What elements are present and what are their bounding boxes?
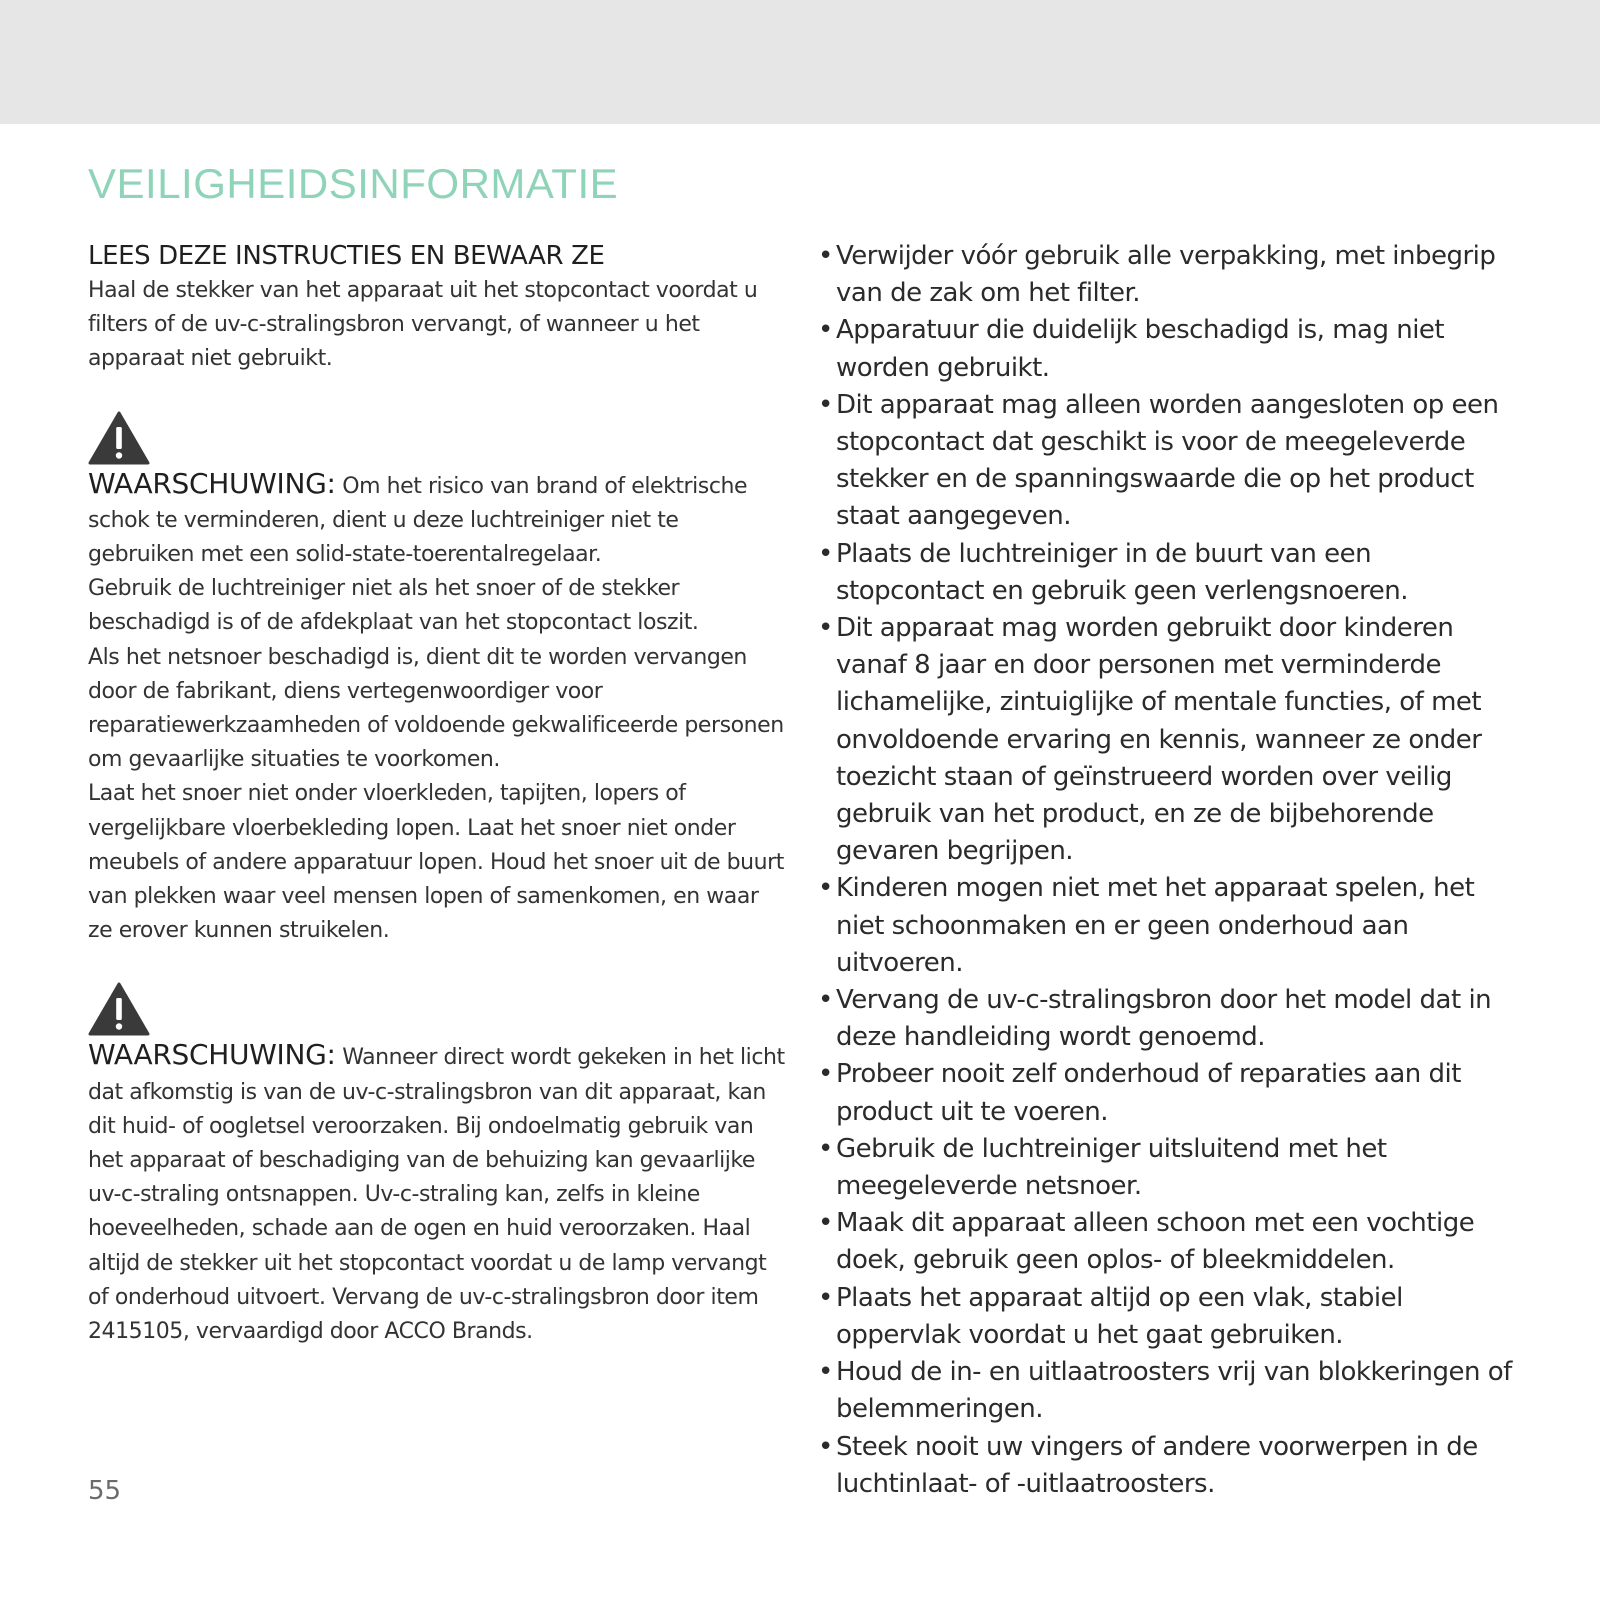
list-item [818,610,1518,870]
list-item [818,387,1518,536]
bullet-dot: • [818,873,833,904]
list-item [818,1280,1518,1354]
list-item [818,312,1518,386]
list-item [818,1354,1518,1428]
warning-1-paragraph: Laat het snoer niet onder vloerkleden, tapijten, lopers of vergelijkbare vloerbekleding lopen. Laat het snoer niet onder meubels of andere apparatuur lopen. Houd het snoer uit de buurt van plekken waar veel mensen lopen of samenkomen, en waar ze erover kunnen struikelen. [88,781,784,944]
bullet-dot: • [818,1133,833,1164]
intro-paragraph: Haal de stekker van het apparaat uit het stopcontact voordat u filters of de uv-c-stralingsbron vervangt, of wanneer u het apparaat niet gebruikt. [88,278,758,372]
warning-2-text-block [88,1038,788,1349]
bullet-dot: • [818,389,833,420]
list-item [818,982,1518,1056]
bullet-text: Dit apparaat mag worden gebruikt door kinderen vanaf 8 jaar en door personen met verminderde lichamelijke, zintuiglijke of mentale functies, of met onvoldoende ervaring en kennis, wanneer ze onder toezicht staan of geïnstrueerd worden over veilig gebruik van het product, en ze de bijbehorende gevaren begrijpen. [836,613,1482,867]
bullet-text: Steek nooit uw vingers of andere voorwerpen in de luchtinlaat- of -uitlaatroosters. [836,1431,1478,1499]
page-number: 55 [88,1476,122,1506]
page-title: VEILIGHEIDSINFORMATIE [88,160,619,207]
bullet-text: Probeer nooit zelf onderhoud of reparaties aan dit product uit te voeren. [836,1059,1461,1127]
warning-1-label: WAARSCHUWING: [88,466,336,500]
warning-block-2 [88,982,788,1349]
bullet-text: Apparatuur die duidelijk beschadigd is, mag niet worden gebruikt. [836,315,1445,383]
bullet-text: Dit apparaat mag alleen worden aangesloten op een stopcontact dat geschikt is voor de meegeleverde stekker en de spanningswaarde die op het product staat aangegeven. [836,389,1499,532]
warning-1-lead [88,467,788,573]
bullet-text: Gebruik de luchtreiniger uitsluitend met het meegeleverde netsnoer. [836,1133,1387,1202]
warning-2-lead [88,1038,788,1349]
bullet-dot: • [818,613,833,644]
list-item [818,1056,1518,1130]
bullet-dot: • [818,241,833,271]
bullet-dot: • [818,1208,833,1239]
right-column [818,238,1518,1503]
bullet-dot: • [818,1282,833,1313]
list-item [818,1131,1518,1205]
list-item [818,1205,1518,1279]
bullet-dot: • [818,985,833,1016]
bullet-dot: • [818,1431,833,1462]
bullet-text: Maak dit apparaat alleen schoon met een vochtige doek, gebruik geen oplos- of bleekmiddelen. [836,1208,1475,1276]
left-column [88,238,788,1349]
warning-1-paragraph: Gebruik de luchtreiniger niet als het snoer of de stekker beschadigd is of de afdekplaat van het stopcontact loszit. [88,576,699,636]
list-item [818,870,1518,982]
warning-triangle-icon [88,411,150,465]
bullet-text: Vervang de uv-c-stralingsbron door het model dat in deze handleiding wordt genoemd. [836,985,1492,1053]
warning-1-text: Om het risico van brand of elektrische schok te verminderen, dient u deze luchtreiniger niet te gebruiken met een solid-state-toerentalregelaar. [88,473,748,568]
bullet-dot: • [818,315,833,346]
warning-1-paragraph: Als het netsnoer beschadigd is, dient dit te worden vervangen door de fabrikant, diens vertegenwoordiger voor reparatiewerkzaamheden of voldoende gekwalificeerde personen om gevaarlijke situaties te voorkomen. [88,644,784,773]
warning-2-text: Wanneer direct wordt gekeken in het licht dat afkomstig is van de uv-c-stralingsbron van dit apparaat, kan dit huid- of oogletsel veroorzaken. Bij ondoelmatig gebruik van het apparaat of beschadiging van de behuizing kan gevaarlijke uv-c-straling ontsnappen. Uv-c-straling kan, zelfs in kleine hoeveelheden, schade aan de ogen en huid veroorzaken. Haal altijd de stekker uit het stopcontact voordat u de lamp vervangt of onderhoud uitvoert. Vervang de uv-c-stralingsbron door item 2415105, vervaardigd door ACCO Brands. [88,1045,785,1345]
bullet-text: Kinderen mogen niet met het apparaat spelen, het niet schoonmaken en er geen onderhoud aan uitvoeren. [836,873,1475,978]
bullet-dot: • [818,1357,833,1388]
list-item [818,536,1518,610]
safety-bullet-list [818,238,1518,1503]
bullet-dot: • [818,1059,833,1090]
warning-2-label: WAARSCHUWING: [88,1038,336,1072]
warning-1-text-block [88,467,788,949]
top-band [0,0,1600,124]
list-item [818,1429,1518,1503]
warning-triangle-icon [88,982,150,1036]
subheading: LEES DEZE INSTRUCTIES EN BEWAAR ZE [88,241,605,271]
bullet-dot: • [818,538,833,569]
warning-block-1 [88,411,788,949]
bullet-text: Houd de in- en uitlaatroosters vrij van blokkeringen of belemmeringen. [836,1357,1512,1425]
bullet-text: Plaats de luchtreiniger in de buurt van een stopcontact en gebruik geen verlengsnoeren. [836,538,1408,606]
list-item [818,238,1518,312]
bullet-text: Plaats het apparaat altijd op een vlak, stabiel oppervlak voordat u het gaat gebruiken. [836,1282,1403,1350]
bullet-text: Verwijder vóór gebruik alle verpakking, met inbegrip van de zak om het filter. [836,241,1496,309]
